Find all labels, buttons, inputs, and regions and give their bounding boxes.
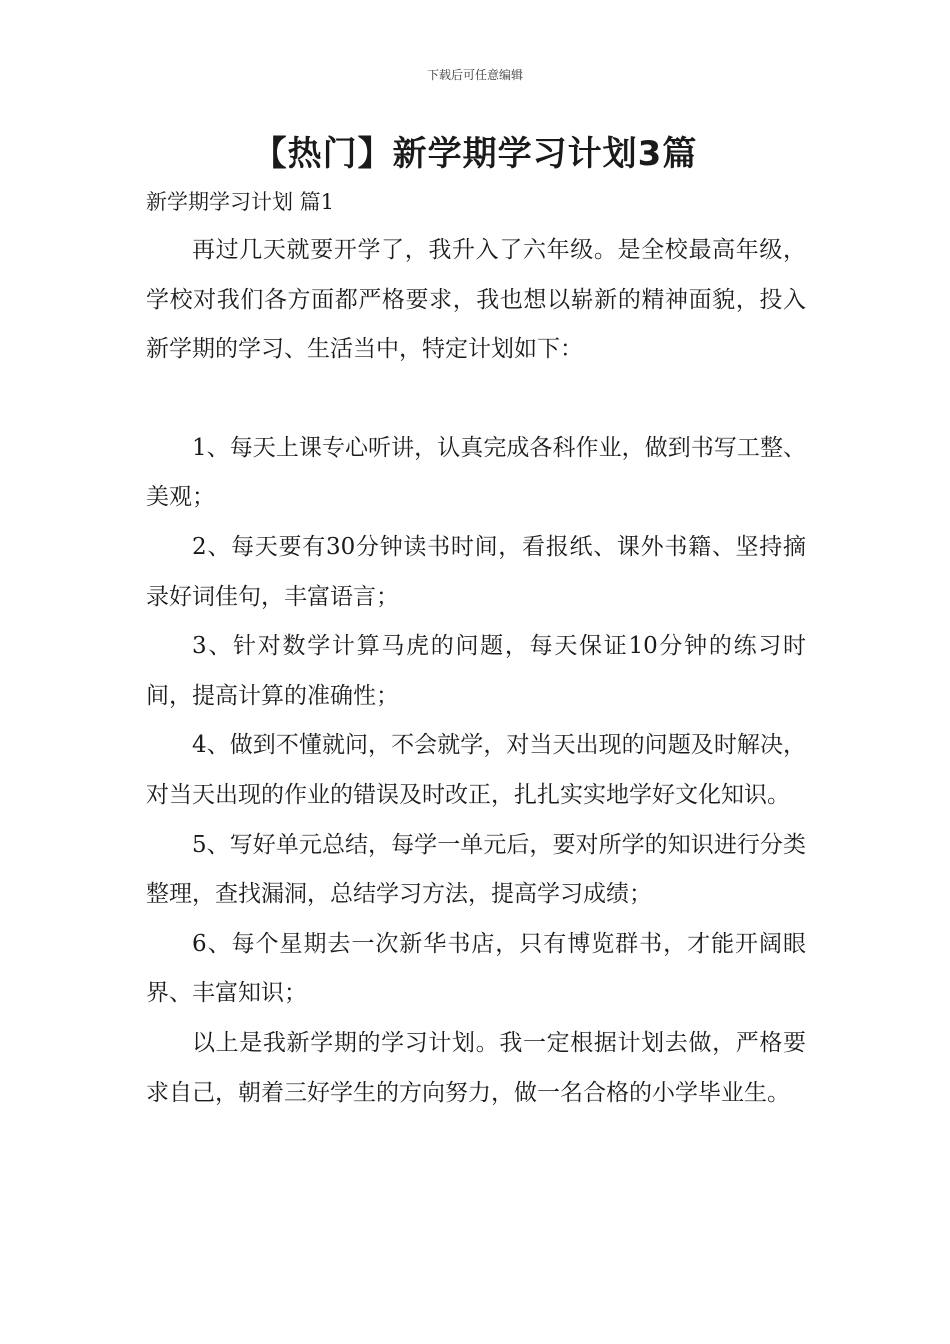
closing-paragraph: 以上是我新学期的学习计划。我一定根据计划去做，严格要求自己，朝着三好学生的方向努力，做一名合格的小学毕业生。 — [146, 1029, 806, 1106]
section-subtitle: 新学期学习计划 篇1 — [146, 190, 335, 214]
plan-item-3: 3、针对数学计算马虎的问题，每天保证10分钟的练习时间，提高计算的准确性； — [146, 633, 806, 709]
header-note: 下载后可任意编辑 — [426, 68, 523, 82]
intro-paragraph: 再过几天就要开学了，我升入了六年级。是全校最高年级，学校对我们各方面都严格要求，我也想以崭新的精神面貌，投入新学期的学习、生活当中，特定计划如下： — [146, 237, 806, 363]
plan-item-4: 4、做到不懂就问，不会就学，对当天出现的问题及时解决，对当天出现的作业的错误及时改正，扎扎实实地学好文化知识。 — [146, 732, 806, 808]
document-title: 【热门】新学期学习计划3篇 — [252, 134, 698, 174]
plan-item-5: 5、写好单元总结，每学一单元后，要对所学的知识进行分类整理，查找漏洞，总结学习方法，提高学习成绩； — [146, 831, 806, 908]
plan-item-1: 1、每天上课专心听讲，认真完成各科作业，做到书写工整、美观； — [146, 434, 806, 511]
plan-item-6: 6、每个星期去一次新华书店，只有博览群书，才能开阔眼界、丰富知识； — [146, 930, 806, 1007]
document-body — [146, 226, 806, 1118]
plan-item-2: 2、每天要有30分钟读书时间，看报纸、课外书籍、坚持摘录好词佳句，丰富语言； — [146, 533, 806, 610]
